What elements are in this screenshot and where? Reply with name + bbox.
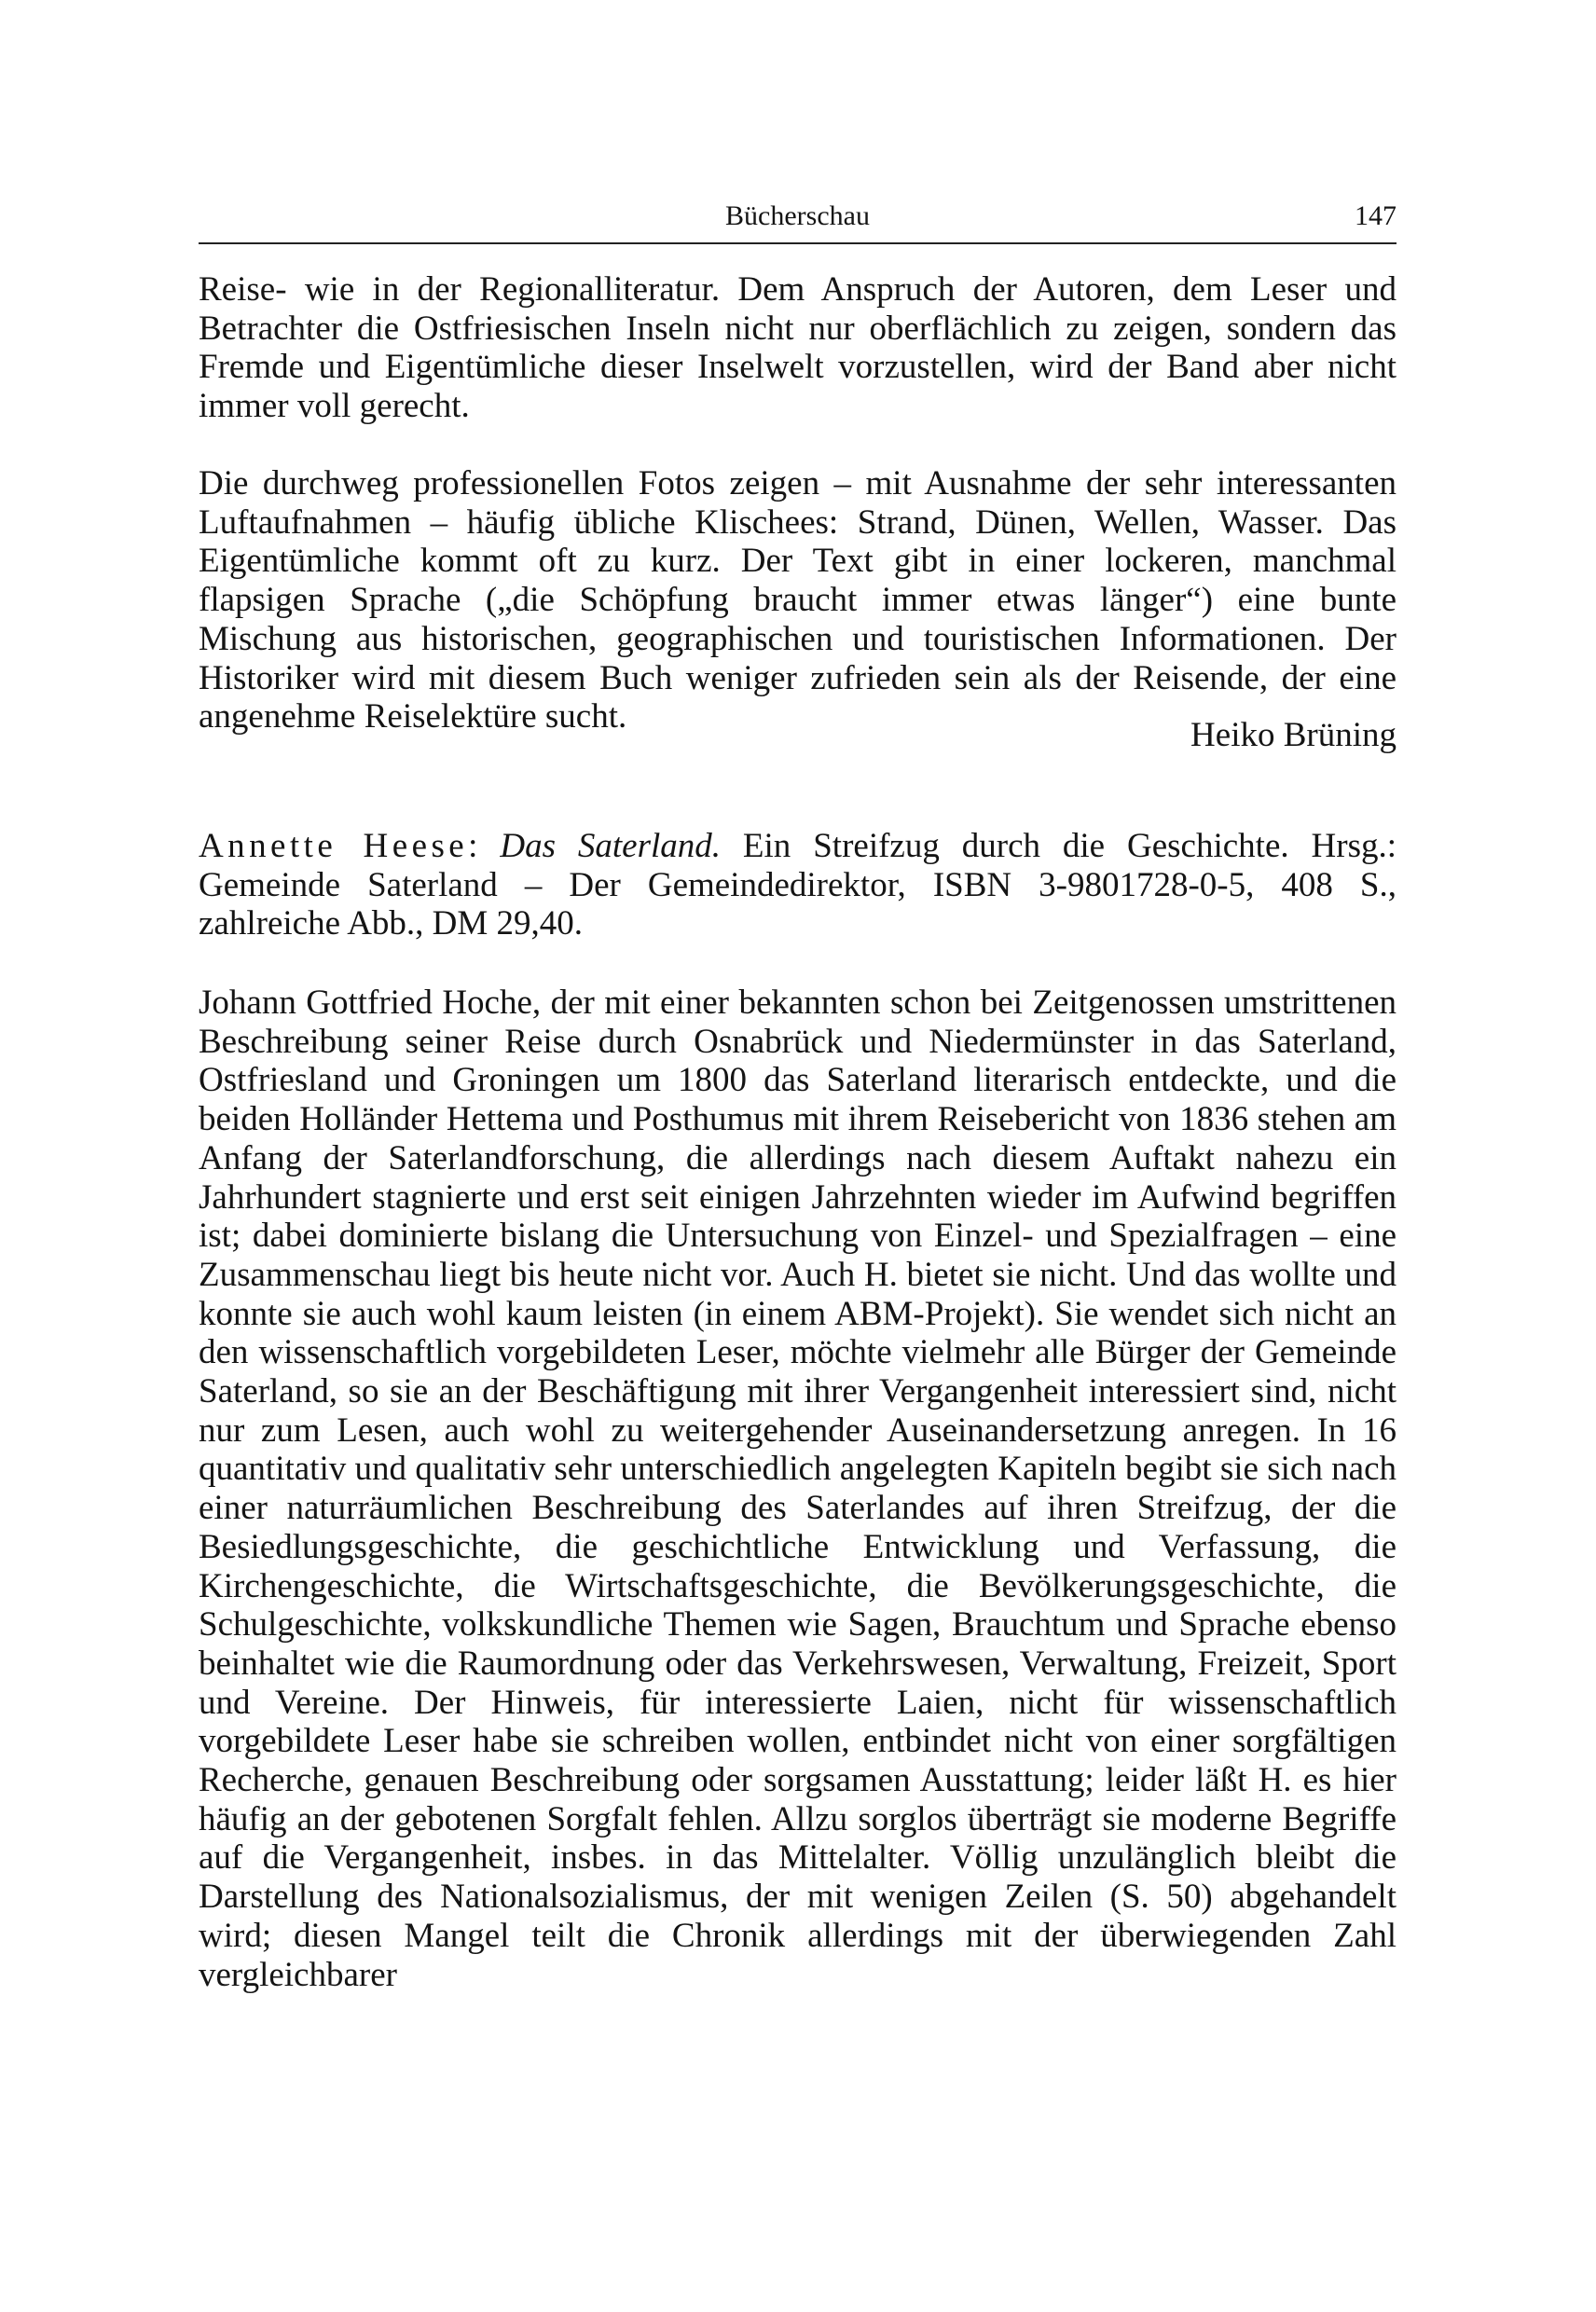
author-separator: : bbox=[468, 827, 501, 865]
header-rule bbox=[199, 242, 1396, 244]
page-number: 147 bbox=[1355, 200, 1396, 231]
book-details: Ein Streifzug durch die Geschichte. Hrsg.: Gemeinde Saterland – Der Gemeindedirektor, ISBN 3-9801728-0-5, 408 S., zahlreiche Abb., DM 29,40. bbox=[199, 827, 1397, 943]
bibliographic-entry bbox=[199, 827, 1396, 943]
book-author: Annette Heese bbox=[199, 827, 469, 865]
running-title: Bücherschau bbox=[725, 200, 870, 231]
review-paragraph: Die durchweg professionellen Fotos zeigen – mit Ausnahme der sehr interessanten Luftaufnahmen – häufig übliche Klischees: Strand, Dünen, Wellen, Wasser. Das Eigentümliche kommt oft zu kurz. Der Text gibt in einer lockeren, manchmal flapsigen Sprache („die Schöpfung braucht immer etwas länger“) eine bunte Mischung aus historischen, geographischen und touristischen Informationen. Der Historiker wird mit diesem Buch weniger zufrieden sein als der Reisende, der eine angenehme Reiselektüre sucht. bbox=[199, 464, 1396, 736]
document-page bbox=[199, 0, 1396, 2312]
reviewer-signature: Heiko Brüning bbox=[1190, 716, 1396, 754]
book-title: Das Saterland. bbox=[500, 827, 722, 865]
running-header bbox=[199, 196, 1396, 237]
review-paragraph: Johann Gottfried Hoche, der mit einer bekannten schon bei Zeitgenossen umstrittenen Beschreibung seiner Reise durch Osnabrück und Niedermünster in das Saterland, Ostfriesland und Groningen um 1800 das Saterland literarisch entdeckte, und die beiden Holländer Hettema und Posthumus mit ihrem Reisebericht von 1836 stehen am Anfang der Saterlandforschung, die allerdings nach diesem Auftakt nahezu ein Jahrhundert stagnierte und erst seit einigen Jahrzehnten wieder im Aufwind begriffen ist; dabei dominierte bislang die Untersuchung von Einzel- und Spezialfragen – eine Zusammenschau liegt bis heute nicht vor. Auch H. bietet sie nicht. Und das wollte und konnte sie auch wohl kaum leisten (in einem ABM-Projekt). Sie wendet sich nicht an den wissenschaftlich vorgebildeten Leser, möchte vielmehr alle Bürger der Gemeinde Saterland, so sie an der Beschäftigung mit ihrer Vergangenheit interessiert sind, nicht nur zum Lesen, auch wohl zu weitergehender Auseinandersetzung anregen. In 16 quantitativ und qualitativ sehr unterschiedlich angelegten Kapiteln begibt sie sich nach einer naturräumlichen Beschreibung des Saterlandes auf ihren Streifzug, der die Besiedlungsgeschichte, die geschichtliche Entwicklung und Verfassung, die Kirchengeschichte, die Wirtschaftsgeschichte, die Bevölkerungsgeschichte, die Schulgeschichte, volkskundliche Themen wie Sagen, Brauchtum und Sprache ebenso beinhaltet wie die Raumordnung oder das Verkehrswesen, Verwaltung, Freizeit, Sport und Vereine. Der Hinweis, für interessierte Laien, nicht für wissenschaftlich vorgebildete Leser habe sie schreiben wollen, entbindet nicht von einer sorgfältigen Recherche, genauen Beschreibung oder sorgsamen Ausstattung; leider läßt H. es hier häufig an der gebotenen Sorgfalt fehlen. Allzu sorglos überträgt sie moderne Begriffe auf die Vergangenheit, insbes. in das Mittelalter. Völlig unzulänglich bleibt die Darstellung des Nationalsozialismus, der mit wenigen Zeilen (S. 50) abgehandelt wird; diesen Mangel teilt die Chronik allerdings mit der überwiegenden Zahl vergleichbarer bbox=[199, 984, 1396, 1994]
review-paragraph: Reise- wie in der Regionalliteratur. Dem Anspruch der Autoren, dem Leser und Betrachter die Ostfriesischen Inseln nicht nur oberflächlich zu zeigen, sondern das Fremde und Eigentümliche dieser Inselwelt vorzustellen, wird der Band aber nicht immer voll gerecht. bbox=[199, 270, 1396, 426]
